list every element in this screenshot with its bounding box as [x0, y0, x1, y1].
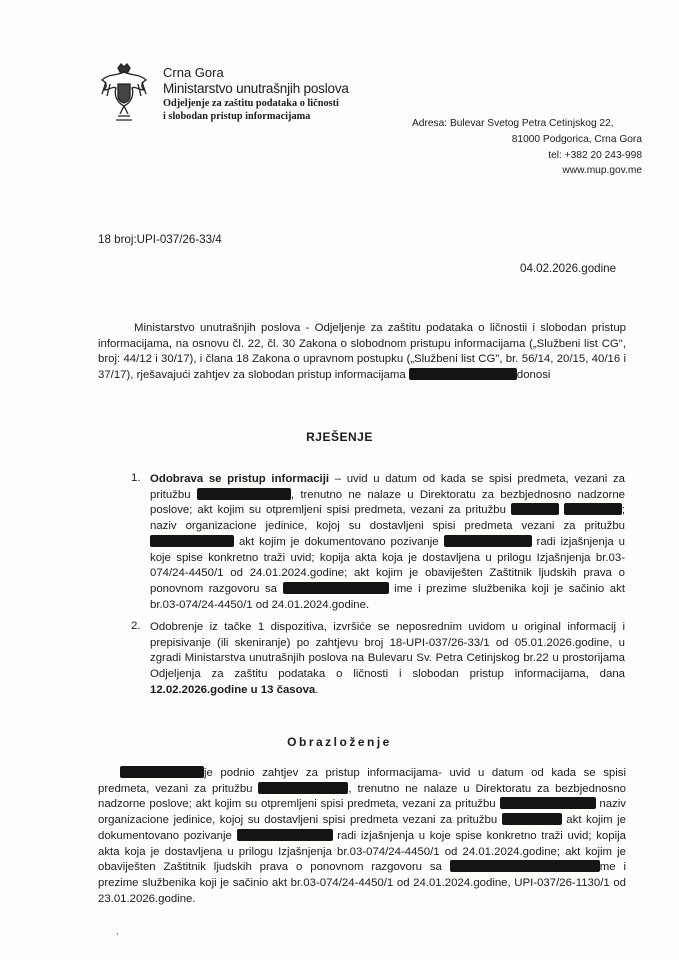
document-date: 04.02.2026.godine — [520, 262, 617, 275]
redaction — [500, 797, 596, 809]
country-name: Crna Gora — [163, 65, 224, 80]
intro-text: Ministarstvo unutrašnjih poslova - Odjeljenje za zaštitu podataka o ličnostii i slobodan pristup informacijama, na osnovu čl. 22, čl. 30 Zakona o slobodnom pristupu informacijama („Službeni list CG", broj: 44/12 i 30/17), i člana 18 Zakona o upravnom postupku („Službeni list CG", br. 56/14, 20/15, 40/16 i 37/17), rješavajući zahtjev za slobodan pristup informacijama — [98, 322, 626, 382]
item-1-bold: Odobrava se pristup informaciji — [150, 473, 330, 485]
reference-number: 18 broj:UPI-037/26-33/4 — [98, 233, 222, 246]
item-1-s2: , trenutno ne nalaze u Direktoratu za bezbjednosno nadzorne poslove; akt kojim su otpremljeni spisi predmeta, vezani za pritužbu — [150, 488, 625, 517]
decision-heading: RJEŠENJE — [306, 430, 373, 444]
address-line-1: Adresa: Bulevar Svetog Petra Cetinjskog 22, — [412, 118, 614, 129]
organization-block — [163, 66, 349, 123]
item-1-paragraph — [150, 472, 625, 614]
reasoning-s4: akt kojim je dokumentovano pozivanje — [98, 814, 626, 842]
reasoning-s5: radi izjašnjenja u koje spise konkretno traži uvid; kopija akta koja je dostavljena u prilogu Izjašnjenja br.03-074/24-4450/1 od 24.01.2024.godine; akt kojim je obaviješten Zaštitnik ljudskih prava o ponovnom razgovoru sa — [98, 829, 626, 874]
item-2-paragraph — [150, 620, 625, 699]
reasoning-s6: me i prezime službenika koji je sačinio akt br.03-074/24-4450/1 od 24.01.2024.godine, UPI-037/26-1130/1 od 23.01.2026.godine. — [98, 861, 626, 905]
item-1-s4: akt kojim je dokumentovano pozivanje — [234, 535, 439, 548]
redaction — [120, 766, 204, 778]
redaction — [502, 813, 562, 825]
item-1-number: 1. — [131, 472, 141, 484]
reasoning-s1: je podnio zahtjev za pristup informacijama- uvid u datum od kada se spisi predmeta, vezani za pritužbu — [98, 767, 626, 795]
address-block — [412, 116, 642, 179]
intro-end: donosi — [516, 369, 551, 382]
department-line-2: i slobodan pristup informacijama — [163, 110, 311, 122]
redaction — [237, 829, 333, 841]
redaction — [409, 368, 517, 380]
redaction — [450, 860, 600, 872]
reasoning-s3: naziv organizacione jedinice, kojoj su dostavljeni spisi predmeta vezani za pritužbu — [98, 798, 626, 827]
redaction — [150, 535, 234, 547]
item-1-s5: radi izjašnjenja u koje spise konkretno traži uvid; kopija akta koja je dostavljena u prilogu Izjašnjenja br.03-074/24-4450/1 od 24.01.2024.godine; akt kojim je obaviješten Zaštitnik ljudskih prava o ponovnom razgovoru sa — [150, 535, 625, 596]
ministry-name: Ministarstvo unutrašnjih poslova — [163, 80, 349, 96]
coat-of-arms-icon — [98, 62, 150, 124]
address-line-2: 81000 Podgorica, Crna Gora — [511, 133, 642, 145]
redaction — [283, 582, 389, 594]
item-1-s1: – uvid u datum od kada se spisi predmeta, vezani za pritužbu — [150, 473, 625, 501]
reasoning-heading: Obrazloženje — [287, 735, 392, 749]
redaction — [444, 535, 532, 547]
margin-mark: , — [116, 926, 119, 936]
website: www.mup.gov.me — [562, 165, 642, 177]
redaction — [564, 503, 622, 515]
item-1-s6: ime i prezime službenika koji je sačinio akt br.03-074/24-4450/1 od 24.01.2024.godine. — [150, 583, 625, 611]
intro-paragraph — [98, 321, 626, 384]
item-1-s3: ; naziv organizacione jedinice, kojoj su dostavljeni spisi predmeta vezani za pritužbu — [150, 504, 625, 533]
item-2-number: 2. — [131, 620, 141, 632]
reasoning-s2: , trenutno ne nalaze u Direktoratu za bezbjednosno nadzorne poslove; akt kojim su otpremljeni spisi predmeta, vezani za pritužbu — [98, 782, 627, 811]
item-2-bold: 12.02.2026.godine u 13 časova — [150, 683, 316, 696]
item-2-text: Odobrenje iz tačke 1 dispozitiva, izvršiće se neposrednim uvidom u original informacij i prepisivanje (ili skeniranje) po zahtjevu broj 18-UPI-037/26-33/1 od 05.01.2026.godine, u zgradi Ministarstva unutrašnjih poslova na Bulevaru Sv. Petra Cetinjskog br.22 u prostorijama Odjeljenja za zaštitu podataka o ličnosti i slobodan pristup informacijama, dana — [150, 621, 625, 681]
item-2-end: . — [315, 683, 319, 696]
department-line-1: Odjeljenje za zaštitu podataka o ličnosti — [163, 98, 339, 110]
redaction — [511, 503, 559, 515]
redaction — [258, 782, 348, 794]
redaction — [197, 488, 291, 500]
reasoning-paragraph — [98, 766, 626, 908]
phone: tel: +382 20 243-998 — [548, 149, 642, 161]
